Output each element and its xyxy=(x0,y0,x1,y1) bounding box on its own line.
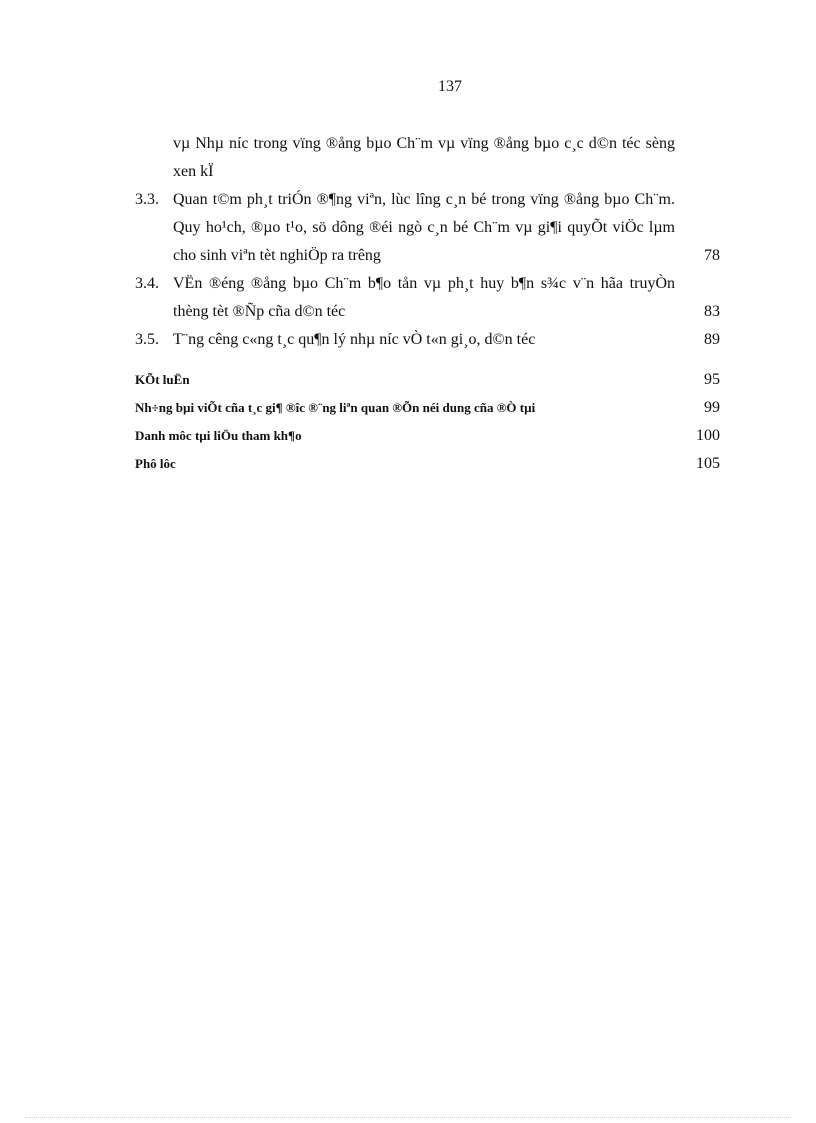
toc-entry-text: Phô lôc xyxy=(135,456,176,471)
toc-entry-text: T¨ng cêng c«ng t¸c qu¶n lý nhµ níc vÒ t«n gi¸o, d©n téc xyxy=(173,331,536,348)
toc-entry-text: VËn ®éng ®ång bµo Ch¨m b¶o tån vµ ph¸t huy b¶n s¾c v¨n hãa truyÒn thèng tèt ®Ñp cña d©n téc xyxy=(173,275,675,320)
toc-entry-page: 78 xyxy=(704,247,720,264)
page-bottom-divider xyxy=(25,1117,791,1118)
toc-entry-page: 89 xyxy=(704,331,720,348)
toc-entry-text: Quan t©m ph¸t triÓn ®¶ng viªn, lùc lîng c¸n bé trong vïng ®ång bµo Ch¨m. Quy ho¹ch, ®µo t¹o, sö dông ®éi ngò c¸n bé Ch¨m vµ gi¶i quyÕt viÖc lµm cho sinh viªn tèt nghiÖp ra trêng xyxy=(173,191,675,264)
toc-entry-number: 3.3. xyxy=(135,191,159,208)
toc-entry-page: 83 xyxy=(704,303,720,320)
toc-entry-3-3 xyxy=(135,186,720,270)
toc-entry-3-5 xyxy=(135,326,720,354)
toc-entry-text: Danh môc tµi liÖu tham kh¶o xyxy=(135,428,302,443)
toc-entry-page: 99 xyxy=(704,399,720,416)
toc-entry-page: 95 xyxy=(704,371,720,388)
toc-entry-text: KÕt luËn xyxy=(135,372,190,387)
table-of-contents xyxy=(135,130,720,473)
toc-entry-text: vµ Nhµ níc trong vïng ®ång bµo Ch¨m vµ vïng ®ång bµo c¸c d©n téc sèng xen kÏ xyxy=(173,135,675,180)
toc-entry-page: 105 xyxy=(696,455,720,472)
toc-entry-text: Nh÷ng bµi viÕt cña t¸c gi¶ ®îc ®¨ng liªn quan ®Õn néi dung cña ®Ò tµi xyxy=(135,400,536,415)
toc-entry-references xyxy=(135,426,720,445)
toc-entry-publications xyxy=(135,398,720,417)
toc-entry-3-4 xyxy=(135,270,720,326)
toc-entry-conclusion xyxy=(135,370,720,389)
toc-entry-number: 3.4. xyxy=(135,275,159,292)
toc-entry-appendix xyxy=(135,454,720,473)
toc-entry-number: 3.5. xyxy=(135,331,159,348)
page-number: 137 xyxy=(438,78,462,95)
toc-continuation xyxy=(135,130,720,186)
toc-entry-page: 100 xyxy=(696,427,720,444)
